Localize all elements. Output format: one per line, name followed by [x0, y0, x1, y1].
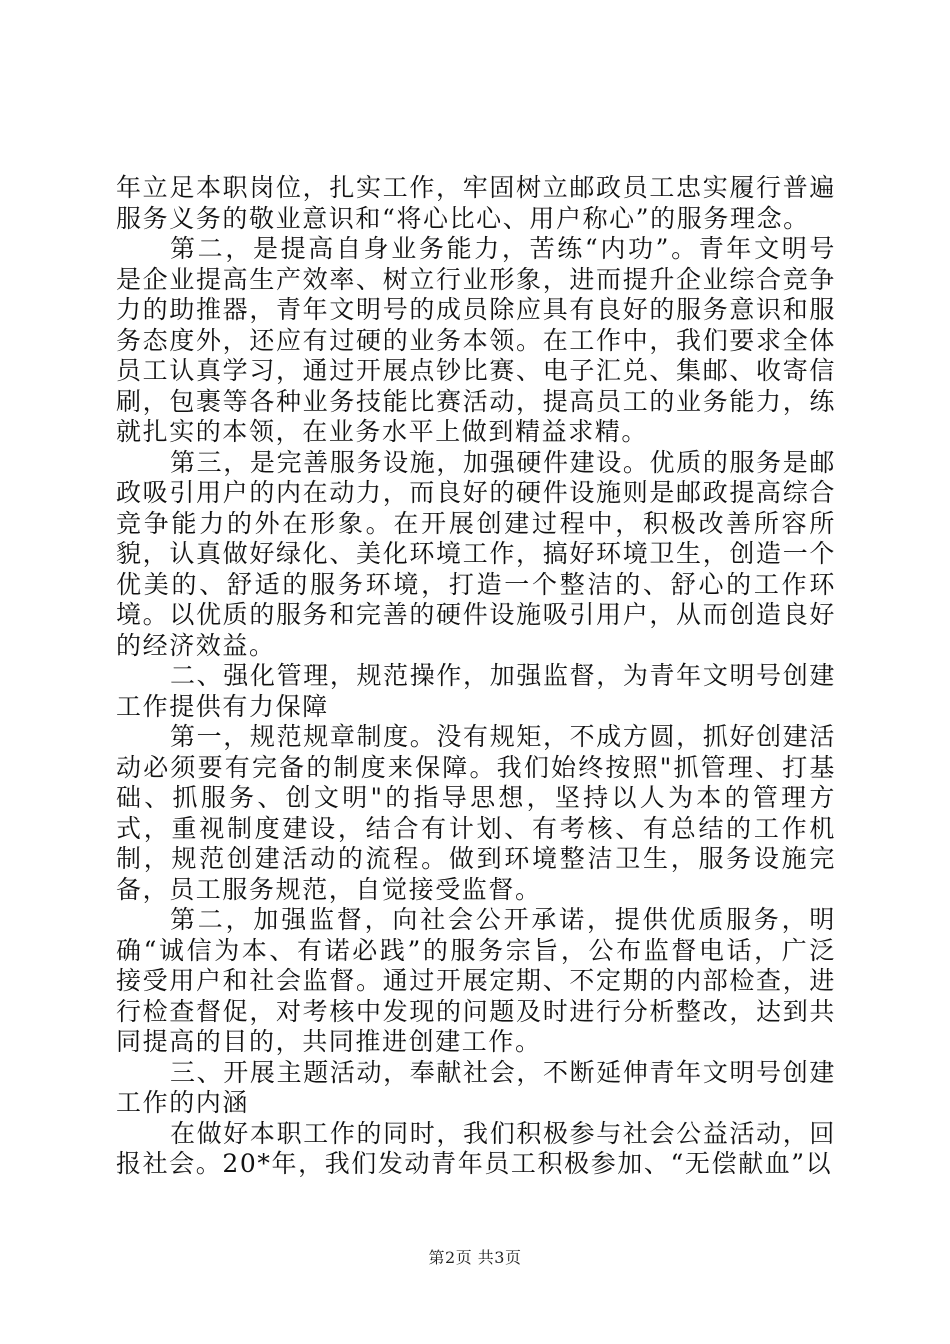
- section-heading-activities: 三、开展主题活动，奉献社会，不断延伸青年文明号创建工作的内涵: [116, 1057, 836, 1117]
- paragraph-service-facilities: 第三，是完善服务设施，加强硬件建设。优质的服务是邮政吸引用户的内在动力，而良好的硬件设施则是邮政提高综合竞争能力的外在形象。在开展创建过程中，积极改善所容所貌，认真做好绿化、美化环境工作，搞好环境卫生，创造一个优美的、舒适的服务环境，打造一个整洁的、舒心的工作环境。以优质的服务和完善的硬件设施吸引用户，从而创造良好的经济效益。: [116, 447, 836, 660]
- paragraph-business-ability: 第二，是提高自身业务能力，苦练“内功”。青年文明号是企业提高生产效率、树立行业形象，进而提升企业综合竞争力的助推器，青年文明号的成员除应具有良好的服务意识和服务态度外，还应有过硬的业务本领。在工作中，我们要求全体员工认真学习，通过开展点钞比赛、电子汇兑、集邮、收寄信刷，包裹等各种业务技能比赛活动，提高员工的业务能力，练就扎实的本领，在业务水平上做到精益求精。: [116, 234, 836, 446]
- document-body: [116, 173, 836, 1180]
- paragraph-continuation: 年立足本职岗位，扎实工作，牢固树立邮政员工忠实履行普遍服务义务的敬业意识和“将心比心、用户称心”的服务理念。: [116, 173, 836, 233]
- paragraph-supervision: 第二，加强监督，向社会公开承诺，提供优质服务，明确“诚信为本、有诺必践”的服务宗旨，公布监督电话，广泛接受用户和社会监督。通过开展定期、不定期的内部检查，进行检查督促，对考核中发现的问题及时进行分析整改，达到共同提高的目的，共同推进创建工作。: [116, 905, 836, 1056]
- paragraph-regulations: 第一，规范规章制度。没有规矩，不成方圆，抓好创建活动必须要有完备的制度来保障。我们始终按照"抓管理、打基础、抓服务、创文明"的指导思想，坚持以人为本的管理方式，重视制度建设，结合有计划、有考核、有总结的工作机制，规范创建活动的流程。做到环境整洁卫生，服务设施完备，员工服务规范，自觉接受监督。: [116, 722, 836, 904]
- page-number-footer: 第2页 共3页: [428, 1248, 522, 1267]
- paragraph-public-welfare: 在做好本职工作的同时，我们积极参与社会公益活动，回报社会。20*年，我们发动青年员工积极参加、“无偿献血”以: [116, 1118, 836, 1178]
- section-heading-management: 二、强化管理，规范操作，加强监督，为青年文明号创建工作提供有力保障: [116, 661, 836, 721]
